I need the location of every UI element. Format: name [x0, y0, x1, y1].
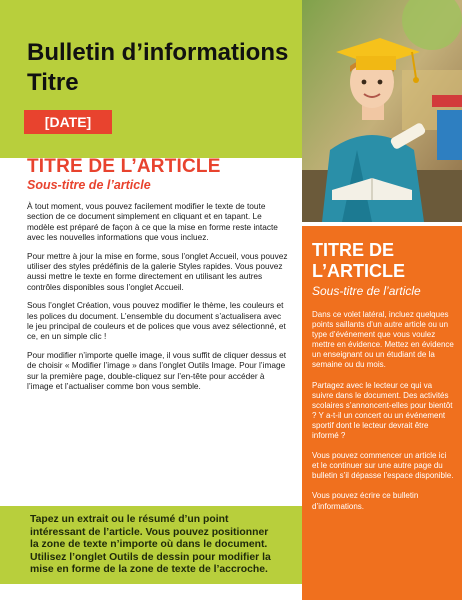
sidebar-paragraph[interactable]: Partagez avec le lecteur ce qui va suivre dans le document. Des activités scolaires s’annoncent-elles pour bientôt ? Y a-t-il un concert ou un événement sportif dont le lecteur devrait être informé ?	[312, 380, 453, 441]
sidebar-paragraph[interactable]: Vous pouvez écrire ce bulletin d’informations.	[312, 491, 419, 511]
sidebar-subtitle[interactable]: Sous-titre de l’article	[312, 284, 421, 298]
pull-quote[interactable]: Tapez un extrait ou le résumé d’un point intéressant de l’article. Vous pouvez positionner la zone de texte n’importe où dans le document. Utilisez l’onglet Outils de dessin pour modifier la mise en forme de la zone de texte de l’accroche.	[30, 514, 271, 576]
sidebar-paragraph[interactable]: Dans ce volet latéral, incluez quelques points saillants d’un autre article ou un type d’événement que vous voulez mettre en évidence. Mettez en évidence un enseignant ou un étudiant de la semaine ou du mois.	[312, 310, 454, 370]
title-block	[0, 0, 302, 158]
date-badge[interactable]: [DATE]	[24, 110, 112, 134]
sidebar-paragraph[interactable]: Vous pouvez commencer un article ici et le continuer sur une autre page du bulletin s’il dépasse l’espace disponible.	[312, 451, 454, 481]
article-subtitle[interactable]: Sous-titre de l’article	[27, 178, 151, 192]
sidebar-title[interactable]: TITRE DE L’ARTICLE	[312, 240, 405, 281]
article-title[interactable]: TITRE DE L’ARTICLE	[27, 156, 221, 177]
graduate-child-photo[interactable]	[302, 0, 462, 222]
article-paragraph[interactable]: Pour modifier n’importe quelle image, il vous suffit de cliquer dessus et de choisir « Modifier l’image » dans l’onglet Outils Image. Pour l’image sur la première page, double-cliquez sur l’en-tête pour accéder à l’image et l’actualiser comme bon vous semble.	[27, 349, 287, 392]
main-article	[27, 152, 289, 400]
article-paragraph[interactable]: À tout moment, vous pouvez facilement modifier le texte de toute section de ce document simplement en cliquant et en tapant. Le modèle est préparé de façon à ce que la mise en forme reste intacte avec les nouvelles informations que vous incluez.	[27, 201, 278, 243]
article-paragraph[interactable]: Sous l’onglet Création, vous pouvez modifier le thème, les couleurs et les polices du document. L’ensemble du document s’actualisera avec le jeu principal de couleurs et de polices que vous avez sélectionné, et ce, en un simple clic !	[27, 300, 286, 342]
pull-quote-box	[0, 506, 302, 584]
newsletter-title[interactable]: Bulletin d’informations Titre	[27, 39, 289, 96]
article-paragraph[interactable]: Pour mettre à jour la mise en forme, sous l’onglet Accueil, vous pouvez utiliser des styles prédéfinis de la galerie Styles rapides. Vous pouvez aussi mettre le texte en forme directement en utilisant les autres contrôles disponibles sous l’onglet Accueil.	[27, 250, 288, 292]
sidebar-body	[312, 310, 454, 522]
sidebar	[302, 226, 462, 600]
